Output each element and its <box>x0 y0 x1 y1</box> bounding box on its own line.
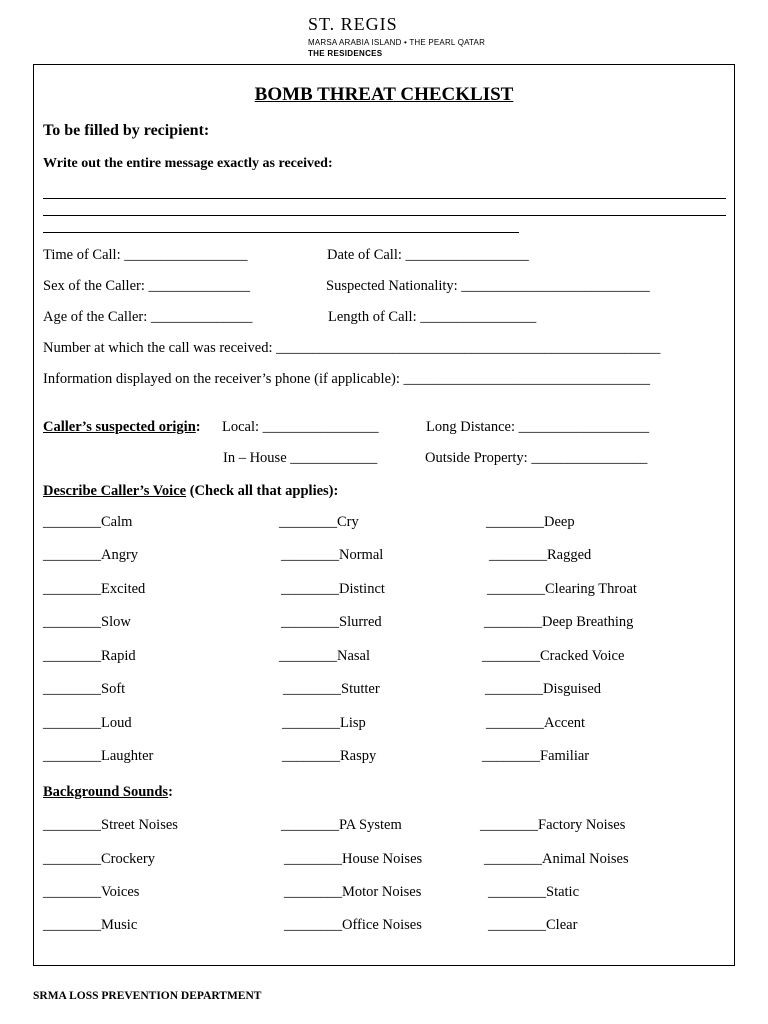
time-of-call-field[interactable]: Time of Call: _________________ <box>43 247 248 263</box>
background-heading <box>43 783 173 801</box>
voice-option[interactable]: ________Clearing Throat <box>487 581 637 597</box>
sound-option[interactable]: ________Static <box>488 884 580 900</box>
message-line-1[interactable] <box>43 198 726 199</box>
sound-option[interactable]: ________Motor Noises <box>284 884 422 900</box>
voice-option[interactable]: ________Angry <box>43 547 139 563</box>
sound-option[interactable]: ________Street Noises <box>43 817 178 833</box>
brand-name: ST. REGIS <box>308 14 398 34</box>
voice-heading <box>43 482 338 500</box>
page-title: BOMB THREAT CHECKLIST <box>254 84 514 105</box>
message-label: Write out the entire message exactly as received: <box>43 156 333 171</box>
voice-option[interactable]: ________Stutter <box>283 681 380 697</box>
voice-option[interactable]: ________Lisp <box>282 715 366 731</box>
voice-option[interactable]: ________Cracked Voice <box>482 648 625 664</box>
sound-option[interactable]: ________Office Noises <box>284 917 422 933</box>
sound-option[interactable]: ________Factory Noises <box>480 817 626 833</box>
voice-option[interactable]: ________Loud <box>43 715 132 731</box>
background-colon: : <box>168 784 173 800</box>
voice-option[interactable]: ________Normal <box>281 547 384 563</box>
voice-option[interactable]: ________Distinct <box>281 581 385 597</box>
sound-option[interactable]: ________Voices <box>43 884 140 900</box>
voice-option[interactable]: ________Accent <box>486 715 586 731</box>
origin-local-field[interactable]: Local: ________________ <box>222 419 379 435</box>
sound-option[interactable]: ________Music <box>43 917 138 933</box>
origin-in-house-field[interactable]: In – House ____________ <box>223 450 378 466</box>
voice-option[interactable]: ________Slurred <box>281 614 382 630</box>
age-of-caller-field[interactable]: Age of the Caller: ______________ <box>43 309 253 325</box>
voice-option[interactable]: ________Rapid <box>43 648 136 664</box>
origin-long-distance-field[interactable]: Long Distance: __________________ <box>426 419 650 435</box>
voice-option[interactable]: ________Ragged <box>489 547 592 563</box>
origin-colon: : <box>195 419 201 435</box>
sound-option[interactable]: ________House Noises <box>284 851 423 867</box>
voice-option[interactable]: ________Laughter <box>43 748 154 764</box>
sex-of-caller-field[interactable]: Sex of the Caller: ______________ <box>43 278 251 294</box>
sound-option[interactable]: ________PA System <box>281 817 402 833</box>
suspected-nationality-field[interactable]: Suspected Nationality: __________________________ <box>326 278 650 294</box>
brand-location: MARSA ARABIA ISLAND • THE PEARL QATAR <box>308 38 486 47</box>
voice-option[interactable]: ________Disguised <box>485 681 601 697</box>
voice-label: Describe Caller’s Voice <box>43 483 187 499</box>
info-displayed-field[interactable]: Information displayed on the receiver’s phone (if applicable): __________________________________ <box>43 371 650 387</box>
voice-note: (Check all that applies): <box>186 483 339 499</box>
sound-option[interactable]: ________Crockery <box>43 851 155 867</box>
voice-option[interactable]: ________Excited <box>43 581 146 597</box>
voice-option[interactable]: ________Deep <box>486 514 575 530</box>
origin-label: Caller’s suspected origin <box>43 419 196 435</box>
brand-logo <box>308 14 485 59</box>
date-of-call-field[interactable]: Date of Call: _________________ <box>327 247 529 263</box>
brand-subtitle: THE RESIDENCES <box>308 49 383 58</box>
voice-option[interactable]: ________Deep Breathing <box>484 614 634 630</box>
origin-heading <box>43 418 201 436</box>
voice-option[interactable]: ________Nasal <box>279 648 371 664</box>
voice-option[interactable]: ________Soft <box>43 681 126 697</box>
voice-option[interactable]: ________Cry <box>279 514 359 530</box>
instruction-text: To be filled by recipient: <box>43 122 210 139</box>
voice-option[interactable]: ________Calm <box>43 514 133 530</box>
message-line-3[interactable] <box>43 232 519 233</box>
length-of-call-field[interactable]: Length of Call: ________________ <box>328 309 537 325</box>
voice-option[interactable]: ________Raspy <box>282 748 377 764</box>
sound-option[interactable]: ________Animal Noises <box>484 851 629 867</box>
origin-outside-property-field[interactable]: Outside Property: ________________ <box>425 450 648 466</box>
sound-option[interactable]: ________Clear <box>488 917 578 933</box>
footer-department: SRMA LOSS PREVENTION DEPARTMENT <box>33 990 262 1002</box>
number-received-field[interactable]: Number at which the call was received: _____________________________________________________ <box>43 340 661 356</box>
voice-option[interactable]: ________Familiar <box>482 748 590 764</box>
message-line-2[interactable] <box>43 215 726 216</box>
voice-option[interactable]: ________Slow <box>43 614 131 630</box>
background-label: Background Sounds <box>43 784 169 800</box>
